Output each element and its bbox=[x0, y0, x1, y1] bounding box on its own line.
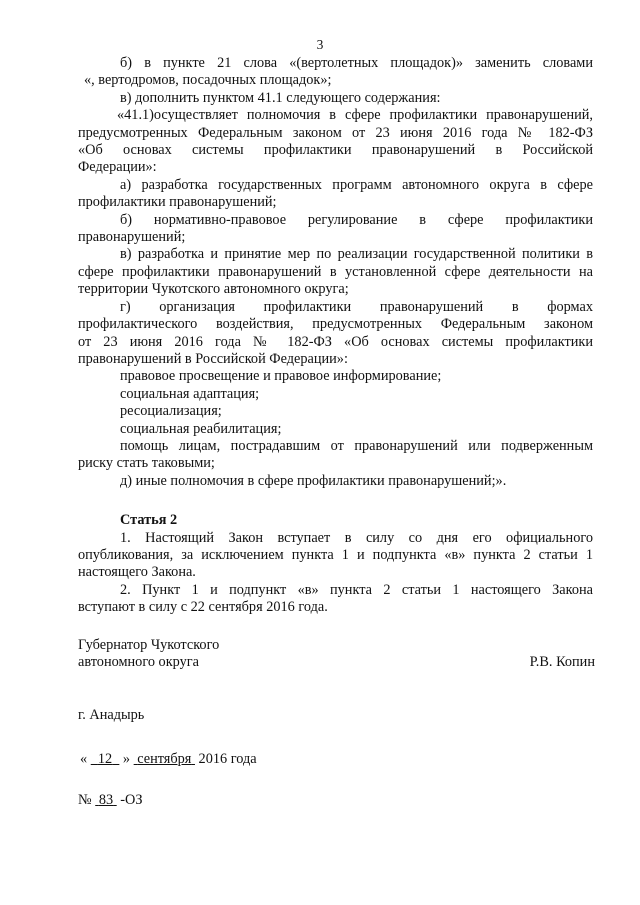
date-year: 2016 года bbox=[198, 751, 257, 767]
prevention-form-item: риску стать таковыми; bbox=[78, 455, 215, 472]
article-2-para-2-line: вступают в силу с 22 сентября 2016 года. bbox=[78, 599, 328, 616]
amendment-b-line: б) в пункте 21 слова «(вертолетных площадок)» заменить словами bbox=[120, 55, 593, 71]
signatory-position: Губернатор Чукотского bbox=[78, 637, 220, 653]
item-a-line: а) разработка государственных программ автономного округа в сфере bbox=[120, 176, 593, 193]
article-title: Статья 2 bbox=[120, 512, 178, 529]
clause-41-1-line: Федерации»: bbox=[78, 159, 157, 176]
prevention-form-item: правовое просвещение и правовое информирование; bbox=[120, 368, 442, 385]
article-2-para-1-line: настоящего Закона. bbox=[78, 564, 196, 581]
prevention-form-item: социальная реабилитация; bbox=[120, 420, 282, 437]
article-2-para-1-line: опубликования, за исключением пункта 1 и подпункта «в» пункта 2 статьи 1 bbox=[78, 546, 593, 563]
item-g-line: правонарушений в Российской Федерации»: bbox=[78, 350, 348, 367]
city-line: г. Анадырь bbox=[78, 707, 145, 723]
law-number-value: 83 bbox=[98, 792, 114, 808]
prevention-form-item: ресоциализация; bbox=[120, 403, 222, 420]
document-body bbox=[78, 55, 593, 617]
item-g-line: г) организация профилактики правонарушений в формах bbox=[120, 298, 593, 315]
amendment-v-line: в) дополнить пунктом 41.1 следующего содержания: bbox=[120, 89, 441, 106]
item-g-line: от 23 июня 2016 года № 182-ФЗ «Об основах системы профилактики bbox=[78, 333, 593, 350]
article-2-para-1-line: 1. Настоящий Закон вступает в силу со дня его официального bbox=[120, 529, 593, 546]
signatory-name: Р.В. Копин bbox=[529, 654, 595, 671]
prevention-form-item: помощь лицам, пострадавшим от правонарушений или подверженным bbox=[120, 437, 593, 454]
prevention-form-item: социальная адаптация; bbox=[120, 385, 260, 402]
page-number: 3 bbox=[316, 37, 324, 52]
item-b-line: правонарушений; bbox=[78, 229, 186, 246]
item-a-line: профилактики правонарушений; bbox=[78, 194, 277, 211]
signing-date bbox=[80, 751, 257, 768]
clause-41-1-line: «41.1)осуществляет полномочия в сфере профилактики правонарушений, bbox=[117, 107, 593, 124]
item-d-line: д) иные полномочия в сфере профилактики правонарушений;». bbox=[120, 472, 507, 489]
signatory-position: автономного округа bbox=[78, 654, 199, 671]
number-sign: № bbox=[78, 792, 92, 808]
signature-row bbox=[78, 654, 593, 671]
law-number bbox=[78, 792, 143, 809]
clause-41-1-line: «Об основах системы профилактики правонарушений в Российской bbox=[78, 142, 593, 159]
clause-41-1-line: предусмотренных Федеральным законом от 23 июня 2016 года № 182-ФЗ bbox=[78, 124, 593, 141]
amendment-b-line: «, вертодромов, посадочных площадок»; bbox=[84, 72, 332, 89]
article-2-para-2-line: 2. Пункт 1 и подпункт «в» пункта 2 статьи 1 настоящего Закона bbox=[120, 581, 593, 598]
item-b-line: б) нормативно-правовое регулирование в сфере профилактики bbox=[120, 211, 593, 228]
date-close-quote: » bbox=[122, 751, 131, 767]
date-month: сентября bbox=[137, 751, 192, 767]
item-v-line: сфере профилактики правонарушений в установленной сфере деятельности на bbox=[78, 263, 593, 280]
item-v-line: территории Чукотского автономного округа; bbox=[78, 281, 349, 298]
law-number-suffix: -ОЗ bbox=[120, 792, 143, 808]
date-day: 12 bbox=[97, 751, 113, 767]
spacer bbox=[78, 490, 593, 512]
date-open-quote: « bbox=[80, 751, 88, 767]
item-v-line: в) разработка и принятие мер по реализации государственной политики в bbox=[120, 246, 593, 263]
signature-block bbox=[78, 637, 593, 672]
item-g-line: профилактического воздействия, предусмотренных Федеральным законом bbox=[78, 316, 593, 333]
